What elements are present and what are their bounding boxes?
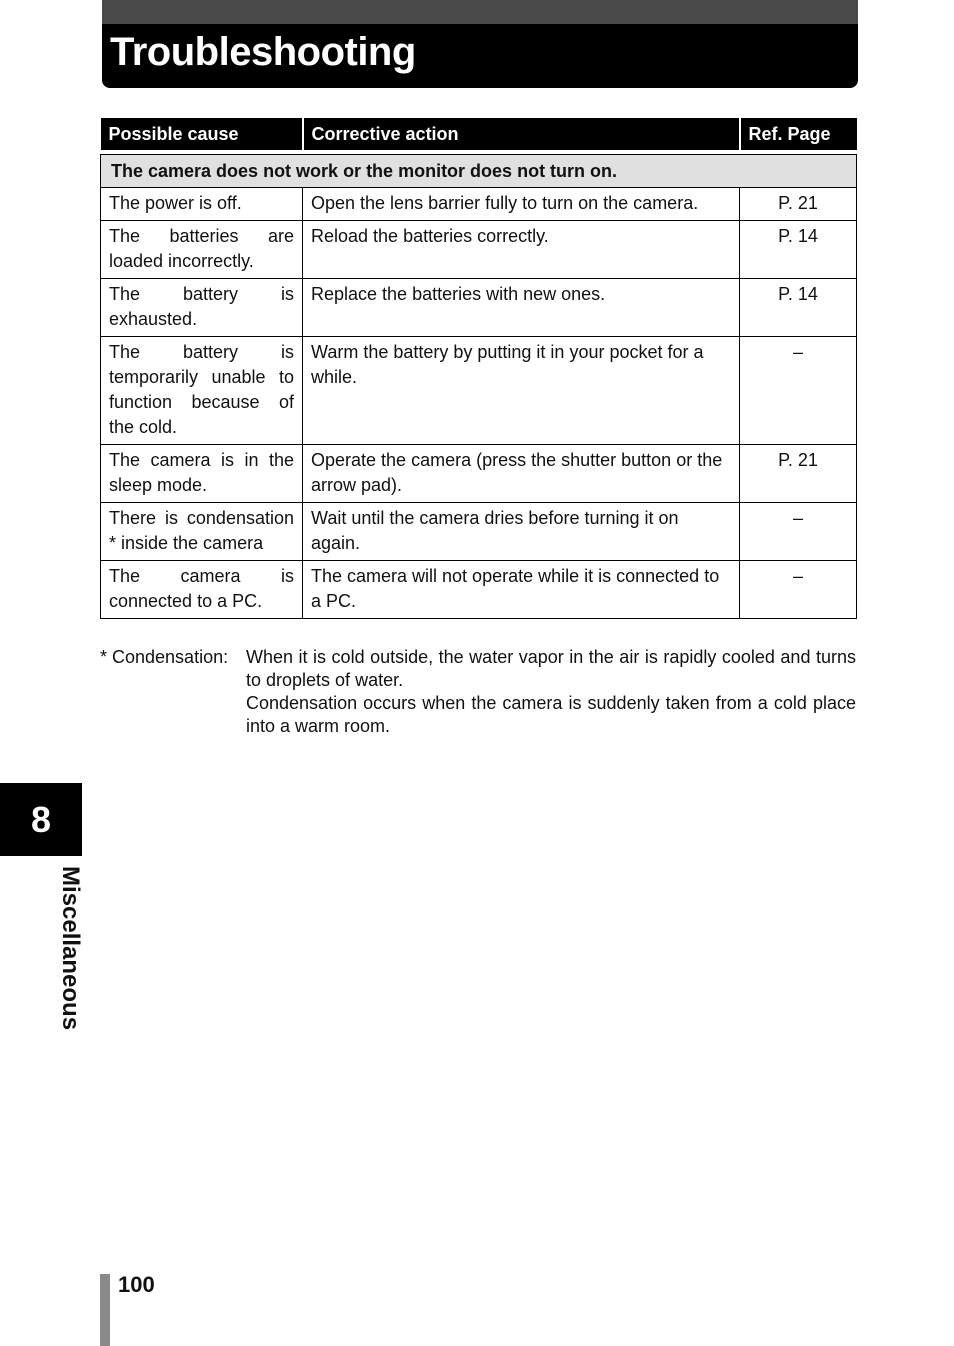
cause-cell: The camera is in the sleep mode.	[101, 445, 303, 503]
action-cell: Wait until the camera dries before turning it on again.	[303, 503, 740, 561]
table-row	[101, 445, 857, 503]
table-row	[101, 221, 857, 279]
page-number-bar	[100, 1274, 110, 1346]
page-title: Troubleshooting	[110, 30, 416, 74]
cause-cell: There is condensation * inside the camera	[101, 503, 303, 561]
action-cell: The camera will not operate while it is connected to a PC.	[303, 561, 740, 619]
troubleshooting-table	[100, 118, 857, 619]
table-row	[101, 188, 857, 221]
page-number: 100	[118, 1272, 155, 1297]
cause-cell: The battery is exhausted.	[101, 279, 303, 337]
ref-cell: P. 14	[740, 221, 857, 279]
footnote-line-1: When it is cold outside, the water vapor in the air is rapidly cooled and turns to droplets of water.	[246, 647, 856, 690]
action-cell: Reload the batteries correctly.	[303, 221, 740, 279]
header-corrective-action: Corrective action	[303, 118, 740, 150]
page-title-bar	[102, 0, 858, 88]
ref-cell: P. 14	[740, 279, 857, 337]
cause-cell: The battery is temporarily unable to function because of the cold.	[101, 337, 303, 445]
chapter-tab: 8	[0, 783, 82, 856]
table-header-row	[101, 118, 857, 150]
chapter-label-text: Miscellaneous	[57, 866, 84, 1031]
table-row	[101, 561, 857, 619]
footnote-body	[246, 646, 856, 738]
cause-cell: The batteries are loaded incorrectly.	[101, 221, 303, 279]
cause-cell: The camera is connected to a PC.	[101, 561, 303, 619]
action-cell: Replace the batteries with new ones.	[303, 279, 740, 337]
header-possible-cause: Possible cause	[101, 118, 303, 150]
group-heading: The camera does not work or the monitor does not turn on.	[101, 155, 857, 188]
table-group-row	[101, 155, 857, 188]
footnote-lead: * Condensation:	[100, 647, 229, 667]
table-row	[101, 337, 857, 445]
ref-cell: P. 21	[740, 445, 857, 503]
chapter-label	[54, 866, 84, 1046]
footnote-line-2: Condensation occurs when the camera is suddenly taken from a cold place into a warm room.	[246, 693, 856, 736]
ref-cell: –	[740, 503, 857, 561]
action-cell: Operate the camera (press the shutter button or the arrow pad).	[303, 445, 740, 503]
ref-cell: P. 21	[740, 188, 857, 221]
cause-cell: The power is off.	[101, 188, 303, 221]
ref-cell: –	[740, 337, 857, 445]
title-bar-strip	[102, 0, 858, 24]
header-ref-page: Ref. Page	[740, 118, 857, 150]
ref-cell: –	[740, 561, 857, 619]
action-cell: Open the lens barrier fully to turn on the camera.	[303, 188, 740, 221]
action-cell: Warm the battery by putting it in your pocket for a while.	[303, 337, 740, 445]
table-row	[101, 503, 857, 561]
table-row	[101, 279, 857, 337]
